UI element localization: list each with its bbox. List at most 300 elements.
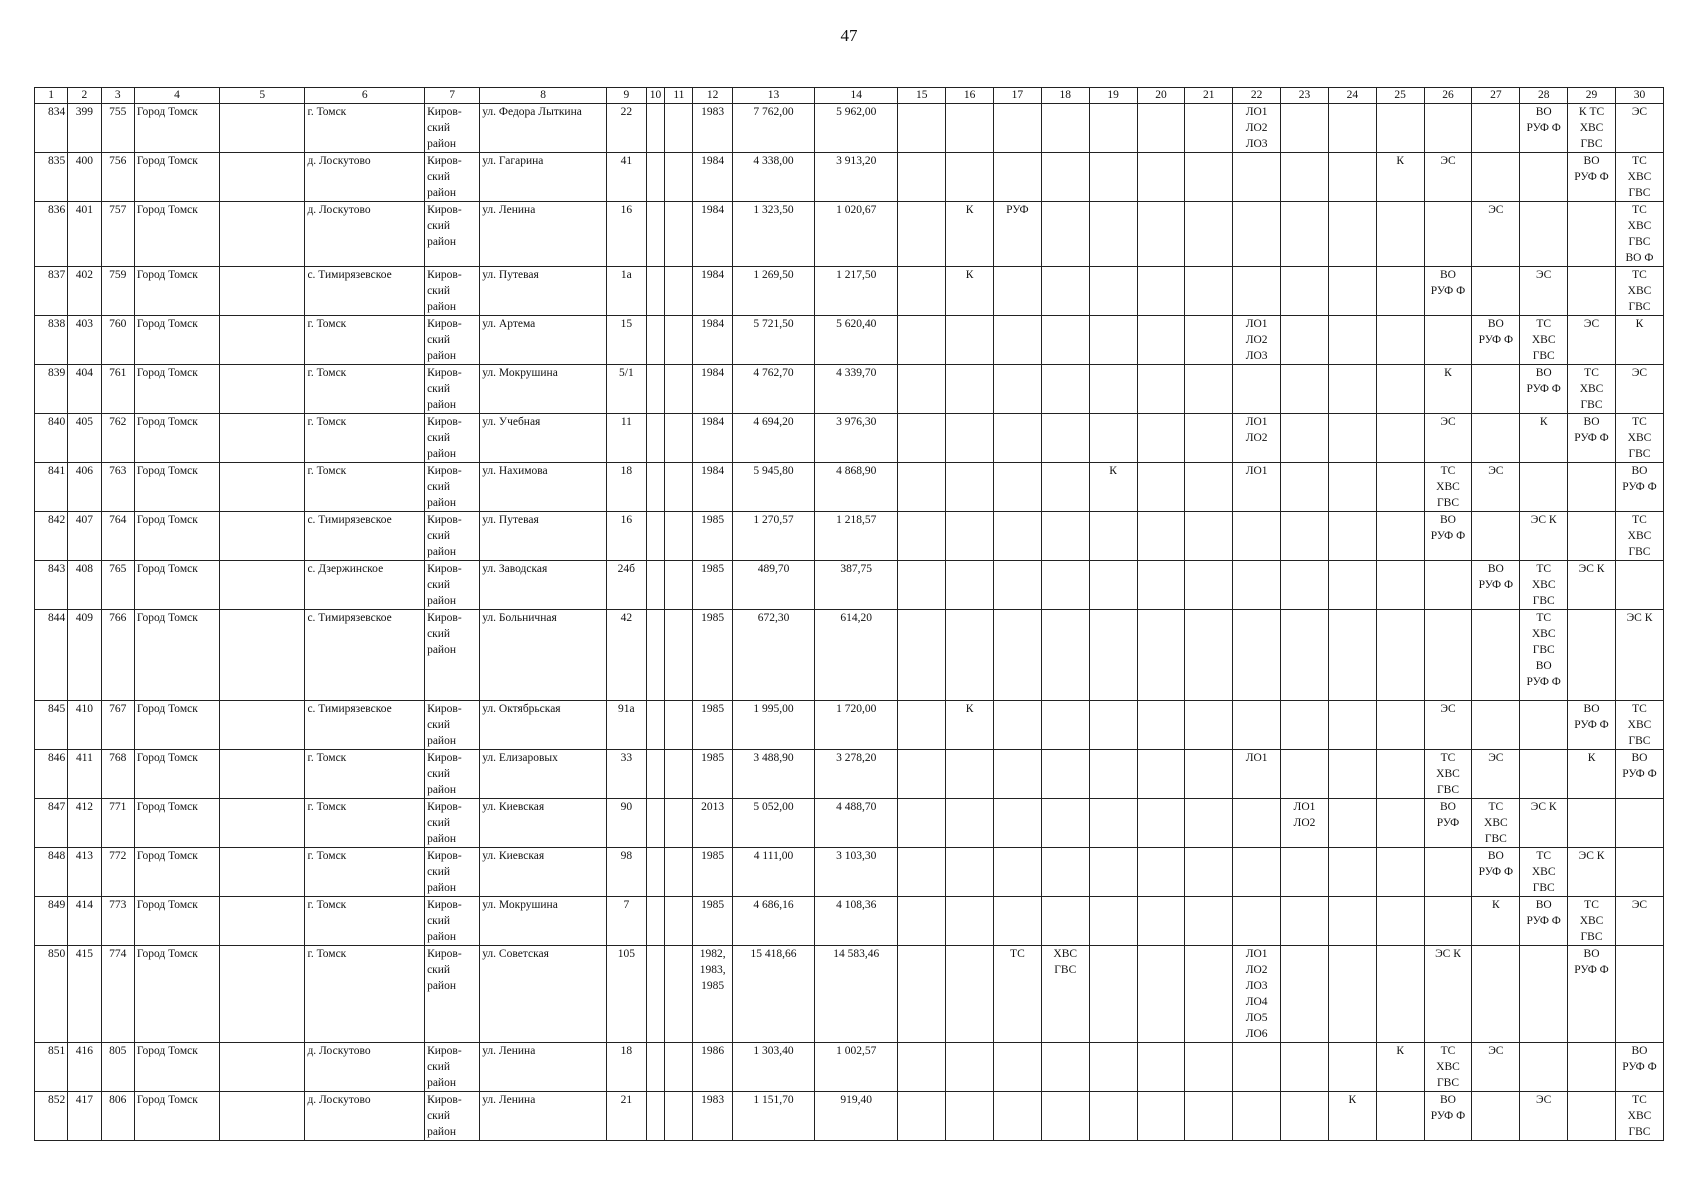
cell-col-7: Киров- ский район bbox=[425, 799, 480, 848]
cell-col-8: ул. Учебная bbox=[480, 414, 607, 463]
cell-col-6: г. Томск bbox=[305, 750, 425, 799]
cell-col-1: 851 bbox=[35, 1043, 68, 1092]
cell-col-8: ул. Путевая bbox=[480, 512, 607, 561]
cell-col-12: 2013 bbox=[693, 799, 733, 848]
cell-col-20 bbox=[1137, 799, 1185, 848]
cell-col-22 bbox=[1233, 1092, 1281, 1141]
cell-col-29: ВО РУФ Ф bbox=[1568, 701, 1616, 750]
cell-col-24 bbox=[1328, 897, 1376, 946]
cell-col-30: ТС ХВС ГВС bbox=[1615, 512, 1663, 561]
cell-col-2: 415 bbox=[68, 946, 101, 1043]
cell-col-1: 842 bbox=[35, 512, 68, 561]
cell-col-18 bbox=[1041, 610, 1089, 701]
cell-col-14: 3 913,20 bbox=[815, 153, 898, 202]
cell-col-2: 402 bbox=[68, 267, 101, 316]
cell-col-26: ВО РУФ Ф bbox=[1424, 512, 1472, 561]
cell-col-10 bbox=[646, 1043, 665, 1092]
cell-col-24 bbox=[1328, 463, 1376, 512]
cell-col-25 bbox=[1376, 104, 1424, 153]
cell-col-12: 1984 bbox=[693, 267, 733, 316]
cell-col-17 bbox=[993, 512, 1041, 561]
cell-col-25 bbox=[1376, 897, 1424, 946]
cell-col-17 bbox=[993, 561, 1041, 610]
cell-col-23 bbox=[1281, 104, 1329, 153]
cell-col-6: д. Лоскутово bbox=[305, 153, 425, 202]
cell-col-26: ТС ХВС ГВС bbox=[1424, 1043, 1472, 1092]
cell-col-20 bbox=[1137, 946, 1185, 1043]
cell-col-17 bbox=[993, 799, 1041, 848]
cell-col-25 bbox=[1376, 799, 1424, 848]
cell-col-30 bbox=[1615, 848, 1663, 897]
cell-col-28: ВО РУФ Ф bbox=[1520, 897, 1568, 946]
cell-col-5 bbox=[220, 897, 305, 946]
cell-col-6: с. Тимирязевское bbox=[305, 267, 425, 316]
cell-col-24 bbox=[1328, 202, 1376, 267]
cell-col-27 bbox=[1472, 512, 1520, 561]
cell-col-3: 774 bbox=[101, 946, 134, 1043]
cell-col-8: ул. Нахимова bbox=[480, 463, 607, 512]
cell-col-14: 3 976,30 bbox=[815, 414, 898, 463]
cell-col-5 bbox=[220, 316, 305, 365]
cell-col-20 bbox=[1137, 561, 1185, 610]
cell-col-18: ХВС ГВС bbox=[1041, 946, 1089, 1043]
cell-col-5 bbox=[220, 561, 305, 610]
cell-col-28: ЭС bbox=[1520, 1092, 1568, 1141]
cell-col-5 bbox=[220, 104, 305, 153]
cell-col-22 bbox=[1233, 701, 1281, 750]
cell-col-1: 844 bbox=[35, 610, 68, 701]
cell-col-5 bbox=[220, 463, 305, 512]
cell-col-5 bbox=[220, 512, 305, 561]
cell-col-4: Город Томск bbox=[134, 1092, 219, 1141]
cell-col-16 bbox=[946, 1092, 994, 1141]
column-number: 22 bbox=[1233, 88, 1281, 104]
cell-col-12: 1985 bbox=[693, 897, 733, 946]
cell-col-19 bbox=[1089, 267, 1137, 316]
cell-col-19 bbox=[1089, 799, 1137, 848]
cell-col-29 bbox=[1568, 512, 1616, 561]
cell-col-24 bbox=[1328, 365, 1376, 414]
cell-col-23 bbox=[1281, 463, 1329, 512]
cell-col-3: 759 bbox=[101, 267, 134, 316]
cell-col-1: 845 bbox=[35, 701, 68, 750]
cell-col-9: 24б bbox=[607, 561, 647, 610]
cell-col-20 bbox=[1137, 848, 1185, 897]
column-number: 17 bbox=[993, 88, 1041, 104]
cell-col-17 bbox=[993, 316, 1041, 365]
cell-col-26 bbox=[1424, 610, 1472, 701]
cell-col-4: Город Томск bbox=[134, 897, 219, 946]
cell-col-14: 1 720,00 bbox=[815, 701, 898, 750]
cell-col-27 bbox=[1472, 414, 1520, 463]
cell-col-30: ЭС bbox=[1615, 365, 1663, 414]
cell-col-10 bbox=[646, 1092, 665, 1141]
cell-col-18 bbox=[1041, 799, 1089, 848]
cell-col-26: ВО РУФ Ф bbox=[1424, 267, 1472, 316]
cell-col-24 bbox=[1328, 799, 1376, 848]
cell-col-18 bbox=[1041, 414, 1089, 463]
cell-col-1: 835 bbox=[35, 153, 68, 202]
cell-col-19 bbox=[1089, 1043, 1137, 1092]
cell-col-13: 1 269,50 bbox=[732, 267, 814, 316]
cell-col-28: ЭС К bbox=[1520, 512, 1568, 561]
cell-col-15 bbox=[898, 1043, 946, 1092]
cell-col-17 bbox=[993, 365, 1041, 414]
cell-col-27 bbox=[1472, 267, 1520, 316]
cell-col-4: Город Томск bbox=[134, 946, 219, 1043]
cell-col-25 bbox=[1376, 610, 1424, 701]
cell-col-23 bbox=[1281, 365, 1329, 414]
table-row bbox=[35, 1043, 1664, 1092]
cell-col-11 bbox=[665, 750, 693, 799]
cell-col-25 bbox=[1376, 701, 1424, 750]
cell-col-28 bbox=[1520, 750, 1568, 799]
cell-col-16 bbox=[946, 463, 994, 512]
cell-col-5 bbox=[220, 750, 305, 799]
cell-col-13: 1 151,70 bbox=[732, 1092, 814, 1141]
cell-col-19 bbox=[1089, 153, 1137, 202]
column-number: 1 bbox=[35, 88, 68, 104]
cell-col-26 bbox=[1424, 848, 1472, 897]
cell-col-18 bbox=[1041, 512, 1089, 561]
cell-col-4: Город Томск bbox=[134, 512, 219, 561]
cell-col-23 bbox=[1281, 414, 1329, 463]
cell-col-15 bbox=[898, 153, 946, 202]
cell-col-21 bbox=[1185, 750, 1233, 799]
cell-col-6: г. Томск bbox=[305, 897, 425, 946]
cell-col-2: 403 bbox=[68, 316, 101, 365]
cell-col-23 bbox=[1281, 946, 1329, 1043]
cell-col-11 bbox=[665, 1043, 693, 1092]
cell-col-10 bbox=[646, 153, 665, 202]
cell-col-5 bbox=[220, 1043, 305, 1092]
cell-col-12: 1984 bbox=[693, 153, 733, 202]
cell-col-17: ТС bbox=[993, 946, 1041, 1043]
cell-col-27: ТС ХВС ГВС bbox=[1472, 799, 1520, 848]
cell-col-11 bbox=[665, 316, 693, 365]
cell-col-14: 4 868,90 bbox=[815, 463, 898, 512]
cell-col-17 bbox=[993, 701, 1041, 750]
cell-col-22 bbox=[1233, 365, 1281, 414]
cell-col-26 bbox=[1424, 202, 1472, 267]
cell-col-15 bbox=[898, 267, 946, 316]
cell-col-15 bbox=[898, 414, 946, 463]
cell-col-12: 1985 bbox=[693, 610, 733, 701]
table-row bbox=[35, 153, 1664, 202]
cell-col-10 bbox=[646, 512, 665, 561]
column-number: 21 bbox=[1185, 88, 1233, 104]
cell-col-25 bbox=[1376, 946, 1424, 1043]
cell-col-3: 773 bbox=[101, 897, 134, 946]
column-number: 19 bbox=[1089, 88, 1137, 104]
cell-col-11 bbox=[665, 414, 693, 463]
cell-col-29 bbox=[1568, 267, 1616, 316]
cell-col-19 bbox=[1089, 701, 1137, 750]
cell-col-19 bbox=[1089, 104, 1137, 153]
cell-col-24 bbox=[1328, 946, 1376, 1043]
cell-col-6: г. Томск bbox=[305, 799, 425, 848]
cell-col-9: 90 bbox=[607, 799, 647, 848]
column-number: 3 bbox=[101, 88, 134, 104]
cell-col-17 bbox=[993, 153, 1041, 202]
table-row bbox=[35, 701, 1664, 750]
cell-col-10 bbox=[646, 463, 665, 512]
cell-col-19 bbox=[1089, 365, 1137, 414]
cell-col-24 bbox=[1328, 104, 1376, 153]
cell-col-23 bbox=[1281, 610, 1329, 701]
cell-col-1: 837 bbox=[35, 267, 68, 316]
cell-col-27 bbox=[1472, 153, 1520, 202]
cell-col-2: 401 bbox=[68, 202, 101, 267]
cell-col-7: Киров- ский район bbox=[425, 750, 480, 799]
cell-col-17 bbox=[993, 897, 1041, 946]
cell-col-25 bbox=[1376, 267, 1424, 316]
cell-col-29: ЭС К bbox=[1568, 848, 1616, 897]
cell-col-27: ЭС bbox=[1472, 202, 1520, 267]
cell-col-3: 768 bbox=[101, 750, 134, 799]
cell-col-2: 412 bbox=[68, 799, 101, 848]
cell-col-17 bbox=[993, 1043, 1041, 1092]
cell-col-29 bbox=[1568, 463, 1616, 512]
cell-col-7: Киров- ский район bbox=[425, 1043, 480, 1092]
cell-col-23 bbox=[1281, 1043, 1329, 1092]
cell-col-3: 756 bbox=[101, 153, 134, 202]
table-row bbox=[35, 267, 1664, 316]
cell-col-1: 838 bbox=[35, 316, 68, 365]
cell-col-30: ТС ХВС ГВС bbox=[1615, 1092, 1663, 1141]
cell-col-20 bbox=[1137, 267, 1185, 316]
cell-col-21 bbox=[1185, 848, 1233, 897]
cell-col-5 bbox=[220, 202, 305, 267]
cell-col-3: 762 bbox=[101, 414, 134, 463]
cell-col-15 bbox=[898, 750, 946, 799]
column-number: 15 bbox=[898, 88, 946, 104]
cell-col-20 bbox=[1137, 414, 1185, 463]
column-number: 29 bbox=[1568, 88, 1616, 104]
cell-col-20 bbox=[1137, 365, 1185, 414]
cell-col-2: 411 bbox=[68, 750, 101, 799]
cell-col-13: 1 303,40 bbox=[732, 1043, 814, 1092]
cell-col-24 bbox=[1328, 414, 1376, 463]
cell-col-17 bbox=[993, 104, 1041, 153]
table-row bbox=[35, 848, 1664, 897]
cell-col-21 bbox=[1185, 561, 1233, 610]
cell-col-1: 836 bbox=[35, 202, 68, 267]
cell-col-21 bbox=[1185, 1043, 1233, 1092]
cell-col-19 bbox=[1089, 512, 1137, 561]
cell-col-1: 839 bbox=[35, 365, 68, 414]
cell-col-15 bbox=[898, 897, 946, 946]
cell-col-12: 1986 bbox=[693, 1043, 733, 1092]
cell-col-26 bbox=[1424, 316, 1472, 365]
cell-col-3: 755 bbox=[101, 104, 134, 153]
cell-col-30: ТС ХВС ГВС bbox=[1615, 267, 1663, 316]
cell-col-28: ЭС bbox=[1520, 267, 1568, 316]
cell-col-8: ул. Киевская bbox=[480, 848, 607, 897]
cell-col-14: 1 020,67 bbox=[815, 202, 898, 267]
cell-col-9: 42 bbox=[607, 610, 647, 701]
cell-col-22 bbox=[1233, 561, 1281, 610]
cell-col-5 bbox=[220, 267, 305, 316]
cell-col-13: 1 323,50 bbox=[732, 202, 814, 267]
cell-col-1: 834 bbox=[35, 104, 68, 153]
cell-col-25 bbox=[1376, 1092, 1424, 1141]
cell-col-22: ЛО1 bbox=[1233, 750, 1281, 799]
cell-col-28 bbox=[1520, 1043, 1568, 1092]
cell-col-26 bbox=[1424, 897, 1472, 946]
cell-col-1: 843 bbox=[35, 561, 68, 610]
cell-col-11 bbox=[665, 1092, 693, 1141]
cell-col-5 bbox=[220, 1092, 305, 1141]
cell-col-29: К ТС ХВС ГВС bbox=[1568, 104, 1616, 153]
cell-col-16 bbox=[946, 414, 994, 463]
cell-col-13: 15 418,66 bbox=[732, 946, 814, 1043]
cell-col-18 bbox=[1041, 267, 1089, 316]
cell-col-8: ул. Заводская bbox=[480, 561, 607, 610]
column-number: 30 bbox=[1615, 88, 1663, 104]
cell-col-22 bbox=[1233, 153, 1281, 202]
cell-col-21 bbox=[1185, 701, 1233, 750]
cell-col-10 bbox=[646, 267, 665, 316]
cell-col-7: Киров- ский район bbox=[425, 701, 480, 750]
cell-col-11 bbox=[665, 463, 693, 512]
table-row bbox=[35, 316, 1664, 365]
cell-col-21 bbox=[1185, 1092, 1233, 1141]
cell-col-27: ВО РУФ Ф bbox=[1472, 316, 1520, 365]
cell-col-29: ВО РУФ Ф bbox=[1568, 946, 1616, 1043]
cell-col-6: с. Тимирязевское bbox=[305, 610, 425, 701]
column-number-row bbox=[35, 88, 1664, 104]
cell-col-9: 18 bbox=[607, 1043, 647, 1092]
cell-col-6: д. Лоскутово bbox=[305, 202, 425, 267]
cell-col-18 bbox=[1041, 365, 1089, 414]
cell-col-10 bbox=[646, 750, 665, 799]
cell-col-3: 765 bbox=[101, 561, 134, 610]
cell-col-11 bbox=[665, 848, 693, 897]
cell-col-9: 105 bbox=[607, 946, 647, 1043]
cell-col-12: 1984 bbox=[693, 316, 733, 365]
cell-col-12: 1985 bbox=[693, 512, 733, 561]
cell-col-23 bbox=[1281, 512, 1329, 561]
cell-col-5 bbox=[220, 701, 305, 750]
cell-col-29: ЭС bbox=[1568, 316, 1616, 365]
cell-col-16 bbox=[946, 365, 994, 414]
cell-col-21 bbox=[1185, 414, 1233, 463]
cell-col-22 bbox=[1233, 267, 1281, 316]
cell-col-23 bbox=[1281, 561, 1329, 610]
cell-col-9: 16 bbox=[607, 512, 647, 561]
cell-col-3: 771 bbox=[101, 799, 134, 848]
cell-col-13: 7 762,00 bbox=[732, 104, 814, 153]
cell-col-21 bbox=[1185, 463, 1233, 512]
cell-col-30: ТС ХВС ГВС ВО Ф bbox=[1615, 202, 1663, 267]
column-number: 26 bbox=[1424, 88, 1472, 104]
cell-col-19 bbox=[1089, 610, 1137, 701]
cell-col-17 bbox=[993, 1092, 1041, 1141]
cell-col-15 bbox=[898, 365, 946, 414]
cell-col-10 bbox=[646, 610, 665, 701]
cell-col-26: ЭС bbox=[1424, 153, 1472, 202]
cell-col-12: 1985 bbox=[693, 561, 733, 610]
table-row bbox=[35, 202, 1664, 267]
cell-col-18 bbox=[1041, 463, 1089, 512]
cell-col-8: ул. Мокрушина bbox=[480, 365, 607, 414]
cell-col-28: К bbox=[1520, 414, 1568, 463]
cell-col-20 bbox=[1137, 701, 1185, 750]
cell-col-15 bbox=[898, 104, 946, 153]
cell-col-16: К bbox=[946, 701, 994, 750]
cell-col-14: 5 962,00 bbox=[815, 104, 898, 153]
cell-col-7: Киров- ский район bbox=[425, 897, 480, 946]
cell-col-26 bbox=[1424, 104, 1472, 153]
cell-col-7: Киров- ский район bbox=[425, 610, 480, 701]
cell-col-12: 1982, 1983, 1985 bbox=[693, 946, 733, 1043]
cell-col-16 bbox=[946, 512, 994, 561]
cell-col-11 bbox=[665, 701, 693, 750]
cell-col-8: ул. Федора Лыткина bbox=[480, 104, 607, 153]
column-number: 5 bbox=[220, 88, 305, 104]
cell-col-4: Город Томск bbox=[134, 153, 219, 202]
cell-col-19 bbox=[1089, 750, 1137, 799]
cell-col-13: 5 721,50 bbox=[732, 316, 814, 365]
cell-col-3: 805 bbox=[101, 1043, 134, 1092]
cell-col-13: 5 945,80 bbox=[732, 463, 814, 512]
cell-col-28 bbox=[1520, 153, 1568, 202]
cell-col-11 bbox=[665, 512, 693, 561]
cell-col-28: ТС ХВС ГВС ВО РУФ Ф bbox=[1520, 610, 1568, 701]
cell-col-28 bbox=[1520, 463, 1568, 512]
cell-col-10 bbox=[646, 897, 665, 946]
cell-col-8: ул. Киевская bbox=[480, 799, 607, 848]
cell-col-12: 1985 bbox=[693, 750, 733, 799]
cell-col-15 bbox=[898, 202, 946, 267]
cell-col-2: 413 bbox=[68, 848, 101, 897]
cell-col-4: Город Томск bbox=[134, 202, 219, 267]
cell-col-8: ул. Артема bbox=[480, 316, 607, 365]
cell-col-26: ТС ХВС ГВС bbox=[1424, 750, 1472, 799]
cell-col-30: ТС ХВС ГВС bbox=[1615, 414, 1663, 463]
cell-col-20 bbox=[1137, 897, 1185, 946]
cell-col-13: 4 762,70 bbox=[732, 365, 814, 414]
cell-col-25 bbox=[1376, 463, 1424, 512]
cell-col-28 bbox=[1520, 202, 1568, 267]
cell-col-9: 11 bbox=[607, 414, 647, 463]
cell-col-6: д. Лоскутово bbox=[305, 1043, 425, 1092]
cell-col-15 bbox=[898, 561, 946, 610]
cell-col-20 bbox=[1137, 610, 1185, 701]
cell-col-3: 767 bbox=[101, 701, 134, 750]
cell-col-11 bbox=[665, 610, 693, 701]
cell-col-9: 18 bbox=[607, 463, 647, 512]
cell-col-10 bbox=[646, 104, 665, 153]
cell-col-10 bbox=[646, 848, 665, 897]
cell-col-25 bbox=[1376, 512, 1424, 561]
cell-col-23 bbox=[1281, 848, 1329, 897]
cell-col-7: Киров- ский район bbox=[425, 316, 480, 365]
cell-col-26: ЭС bbox=[1424, 414, 1472, 463]
cell-col-4: Город Томск bbox=[134, 463, 219, 512]
cell-col-7: Киров- ский район bbox=[425, 153, 480, 202]
cell-col-4: Город Томск bbox=[134, 848, 219, 897]
cell-col-10 bbox=[646, 365, 665, 414]
cell-col-27 bbox=[1472, 701, 1520, 750]
cell-col-17 bbox=[993, 267, 1041, 316]
cell-col-23 bbox=[1281, 897, 1329, 946]
cell-col-8: ул. Мокрушина bbox=[480, 897, 607, 946]
cell-col-27: ЭС bbox=[1472, 463, 1520, 512]
cell-col-4: Город Томск bbox=[134, 104, 219, 153]
cell-col-30: К bbox=[1615, 316, 1663, 365]
